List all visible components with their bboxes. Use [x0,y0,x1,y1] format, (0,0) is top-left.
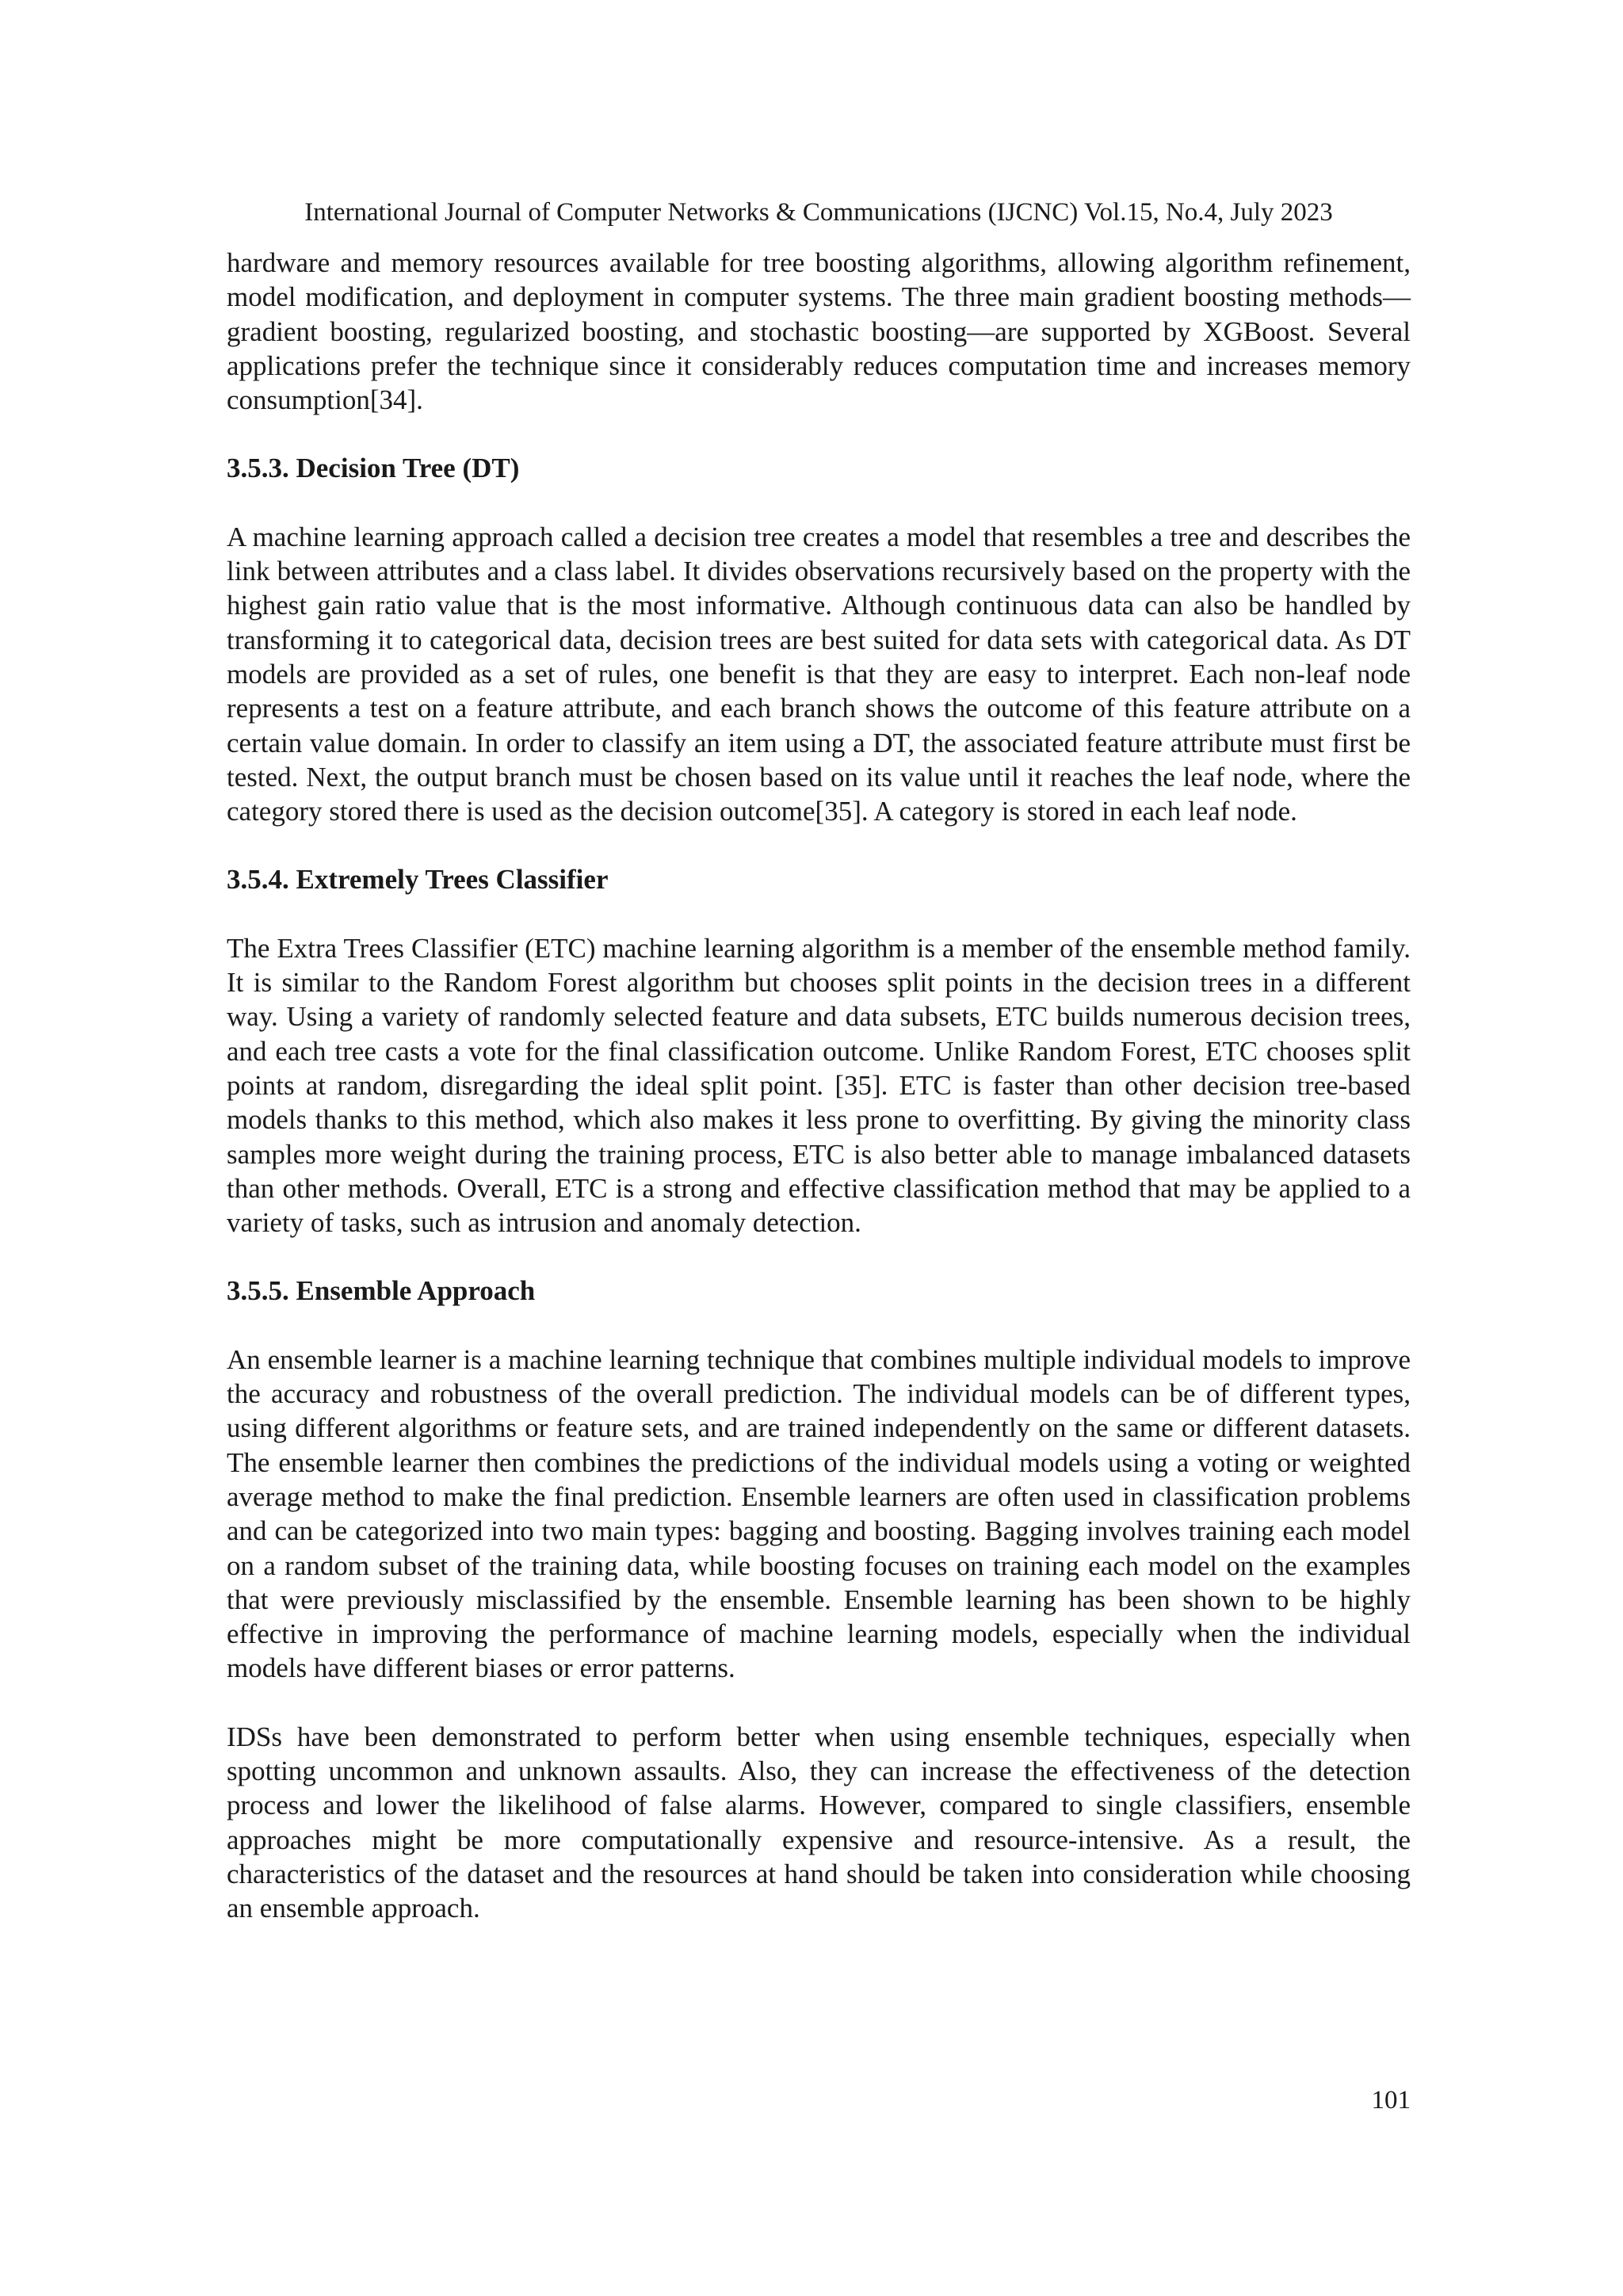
spacer [227,1686,1411,1720]
spacer [227,486,1411,520]
ensemble-paragraph-2: IDSs have been demonstrated to perform better when using ensemble techniques, especially when spotting uncommon and unknown assaults. Also, they can increase the effectiveness of the detection process and lower the likelihood of false alarms. However, compared to single classifiers, ensemble approaches might be more computationally expensive and resource-intensive. As a result, the characteristics of the dataset and the resources at hand should be taken into consideration while choosing an ensemble approach. [227,1721,1411,1924]
section-heading-decision-tree: 3.5.3. Decision Tree (DT) [227,453,520,484]
section-heading-ensemble: 3.5.5. Ensemble Approach [227,1275,536,1307]
intro-paragraph: hardware and memory resources available for tree boosting algorithms, allowing algorithm refinement, model modification, and deployment in computer systems. The three main gradient boosting methods—gradient boosting, regularized boosting, and stochastic boosting—are supported by XGBoost. Several applications prefer the technique since it considerably reduces computation time and increases memory consumption[34]. [227,247,1411,416]
running-header: International Journal of Computer Networks & Communications (IJCNC) Vol.15, No.4, July 2023 [304,198,1333,227]
spacer [227,417,1411,451]
spacer [227,828,1411,862]
page-number: 101 [1371,2086,1411,2115]
spacer [227,1240,1411,1274]
ensemble-paragraph-1: An ensemble learner is a machine learning technique that combines multiple individual models to improve the accuracy and robustness of the overall prediction. The individual models can be of different types, using different algorithms or feature sets, and are trained independently on the same or different datasets. The ensemble learner then combines the predictions of the individual models using a voting or weighted average method to make the final prediction. Ensemble learners are often used in classification problems and can be categorized into two main types: bagging and boosting. Bagging involves training each model on a random subset of the training data, while boosting focuses on training each model on the examples that were previously misclassified by the ensemble. Ensemble learning has been shown to be highly effective in improving the performance of machine learning models, especially when the individual models have different biases or error patterns. [227,1343,1411,1684]
page-body [227,246,1411,1925]
section-heading-extra-trees: 3.5.4. Extremely Trees Classifier [227,864,609,896]
spacer [227,897,1411,931]
extra-trees-paragraph: The Extra Trees Classifier (ETC) machine learning algorithm is a member of the ensemble method family. It is similar to the Random Forest algorithm but chooses split points in the decision trees in a different way. Using a variety of randomly selected feature and data subsets, ETC builds numerous decision trees, and each tree casts a vote for the final classification outcome. Unlike Random Forest, ETC chooses split points at random, disregarding the ideal split point. [35]. ETC is faster than other decision tree-based models thanks to this method, which also makes it less prone to overfitting. By giving the minority class samples more weight during the training process, ETC is also better able to manage imbalanced datasets than other methods. Overall, ETC is a strong and effective classification method that may be applied to a variety of tasks, such as intrusion and anomaly detection. [227,932,1411,1239]
spacer [227,1308,1411,1343]
decision-tree-paragraph: A machine learning approach called a decision tree creates a model that resembles a tree and describes the link between attributes and a class label. It divides observations recursively based on the property with the highest gain ratio value that is the most informative. Although continuous data can also be handled by transforming it to categorical data, decision trees are best suited for data sets with categorical data. As DT models are provided as a set of rules, one benefit is that they are easy to interpret. Each non-leaf node represents a test on a feature attribute, and each branch shows the outcome of this feature attribute on a certain value domain. In order to classify an item using a DT, the associated feature attribute must first be tested. Next, the output branch must be chosen based on its value until it reaches the leaf node, where the category stored there is used as the decision outcome[35]. A category is stored in each leaf node. [227,521,1411,827]
